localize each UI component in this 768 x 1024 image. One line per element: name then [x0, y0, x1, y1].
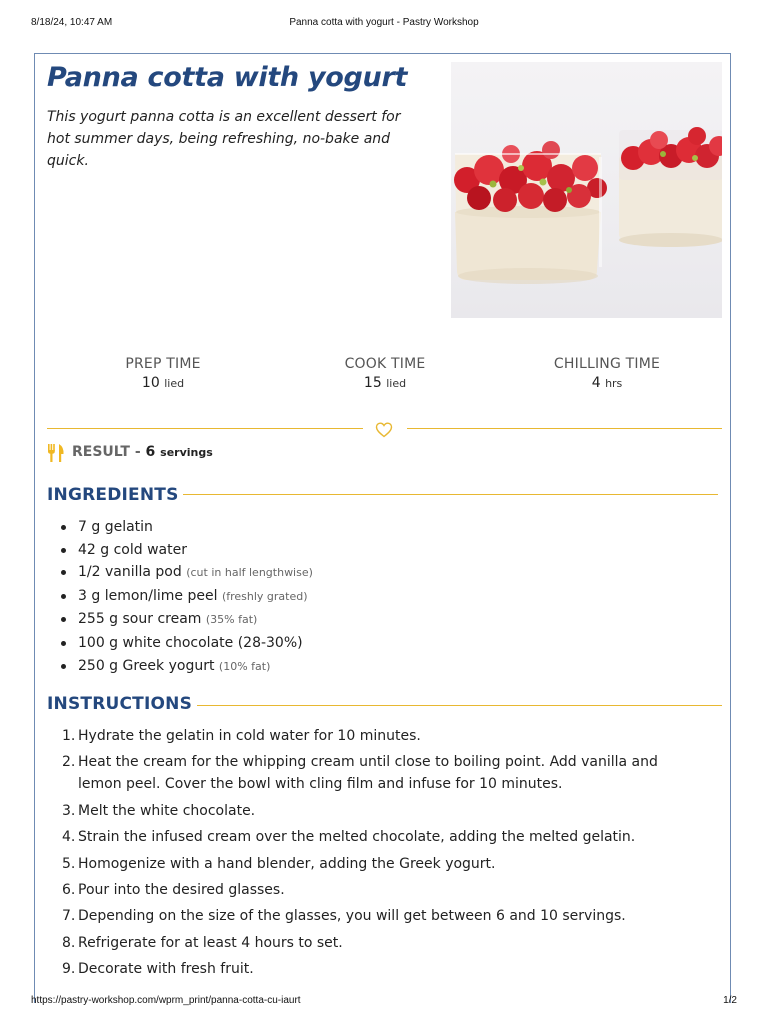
step-number: 5. — [62, 855, 76, 872]
fork-knife-icon — [47, 443, 65, 463]
step-text: Hydrate the gelatin in cold water for 10 minutes. — [78, 728, 421, 744]
print-page-title: Panna cotta with yogurt - Pastry Workshop — [289, 17, 479, 28]
step-number: 9. — [62, 961, 76, 978]
step-number: 6. — [62, 881, 76, 898]
cook-time-number: 15 — [363, 375, 382, 391]
ingredient-item — [78, 608, 313, 632]
recipe-summary: This yogurt panna cotta is an excellent dessert for hot summer days, being refreshing, no-bake and quick. — [47, 109, 401, 169]
divider-right — [407, 428, 722, 429]
step-number: 4. — [62, 829, 76, 846]
instructions-heading: INSTRUCTIONS — [47, 694, 193, 714]
step-text: Refrigerate for at least 4 hours to set. — [78, 934, 343, 951]
print-url: https://pastry-workshop.com/wprm_print/panna-cotta-cu-iaurt — [31, 995, 301, 1006]
instruction-step — [62, 879, 702, 901]
ingredient-text: 7 g gelatin — [78, 519, 153, 535]
result-label — [72, 444, 213, 460]
step-text: Depending on the size of the glasses, you will get between 6 and 10 servings. — [78, 908, 626, 925]
step-text: Homogenize with a hand blender, adding the Greek yogurt. — [78, 855, 496, 872]
ingredient-text: 1/2 vanilla pod — [78, 564, 182, 581]
step-number: 8. — [62, 934, 76, 951]
instruction-step — [62, 905, 702, 927]
ingredient-text: 250 g Greek yogurt — [78, 657, 215, 674]
result-servings: 6 — [145, 444, 156, 460]
cook-time-label: COOK TIME — [344, 356, 426, 372]
cook-time — [305, 356, 465, 391]
ingredient-note: (10% fat) — [218, 659, 271, 673]
ingredients-divider — [183, 494, 718, 495]
step-text: Decorate with fresh fruit. — [78, 961, 254, 978]
ingredient-item — [78, 585, 313, 609]
heart-icon — [375, 421, 393, 439]
recipe-title: Panna cotta with yogurt — [47, 62, 408, 93]
instruction-step — [62, 751, 702, 795]
print-datetime: 8/18/24, 10:47 AM — [31, 17, 113, 28]
ingredient-text: 42 g cold water — [78, 541, 187, 558]
chilling-time-label: CHILLING TIME — [553, 356, 661, 372]
instruction-step — [62, 932, 702, 954]
instruction-step — [62, 853, 702, 875]
step-text: Melt the white chocolate. — [78, 802, 256, 819]
result-unit: servings — [160, 446, 213, 459]
step-text: Pour into the desired glasses. — [78, 881, 285, 898]
result-separator: - — [129, 444, 146, 460]
instructions-divider — [197, 705, 722, 706]
ingredient-item — [78, 655, 313, 679]
print-page-number: 1/2 — [723, 995, 737, 1006]
print-footer — [0, 995, 768, 1009]
instruction-step — [62, 826, 702, 848]
chilling-time-value — [527, 375, 687, 391]
chilling-time — [527, 356, 687, 391]
recipe-times — [47, 356, 722, 400]
instructions-list — [62, 725, 702, 985]
ingredient-item — [78, 539, 313, 562]
ingredient-text: 100 g white chocolate (28-30%) — [78, 634, 303, 651]
step-number: 3. — [62, 802, 76, 819]
ingredient-text: 3 g lemon/lime peel — [78, 587, 218, 604]
step-number: 7. — [62, 908, 76, 925]
print-header — [0, 17, 768, 31]
ingredient-item — [78, 561, 313, 585]
chilling-time-number: 4 — [591, 375, 601, 391]
ingredient-note: (cut in half lengthwise) — [186, 566, 313, 580]
ingredient-note: (35% fat) — [205, 613, 258, 627]
instruction-step — [62, 958, 702, 980]
ingredient-text: 255 g sour cream — [78, 611, 202, 628]
prep-time-value — [83, 375, 243, 391]
instruction-step — [62, 800, 702, 822]
cook-time-unit: lied — [386, 377, 407, 390]
ingredient-item — [78, 516, 313, 539]
prep-time — [83, 356, 243, 391]
prep-time-unit: lied — [164, 377, 185, 390]
step-text: Heat the cream for the whipping cream until close to boiling point. Add vanilla and lemon peel. Cover the bowl with cling film and infuse for 10 minutes. — [78, 754, 658, 793]
panna-cotta-illustration — [451, 62, 722, 318]
cook-time-value — [305, 375, 465, 391]
instruction-step — [62, 725, 702, 747]
ingredient-note: (freshly grated) — [221, 589, 308, 603]
prep-time-number: 10 — [141, 375, 160, 391]
ingredients-list — [78, 516, 313, 678]
result-label-text: RESULT — [72, 444, 130, 460]
panna-cotta-photo — [451, 62, 722, 318]
ingredient-item — [78, 632, 313, 655]
divider-left — [47, 428, 363, 429]
step-text: Strain the infused cream over the melted chocolate, adding the melted gelatin. — [78, 829, 636, 846]
chilling-time-unit: hrs — [605, 377, 623, 390]
prep-time-label: PREP TIME — [125, 356, 201, 372]
step-number: 2. — [62, 754, 76, 771]
ingredients-heading: INGREDIENTS — [47, 485, 179, 505]
step-number: 1. — [62, 728, 76, 744]
